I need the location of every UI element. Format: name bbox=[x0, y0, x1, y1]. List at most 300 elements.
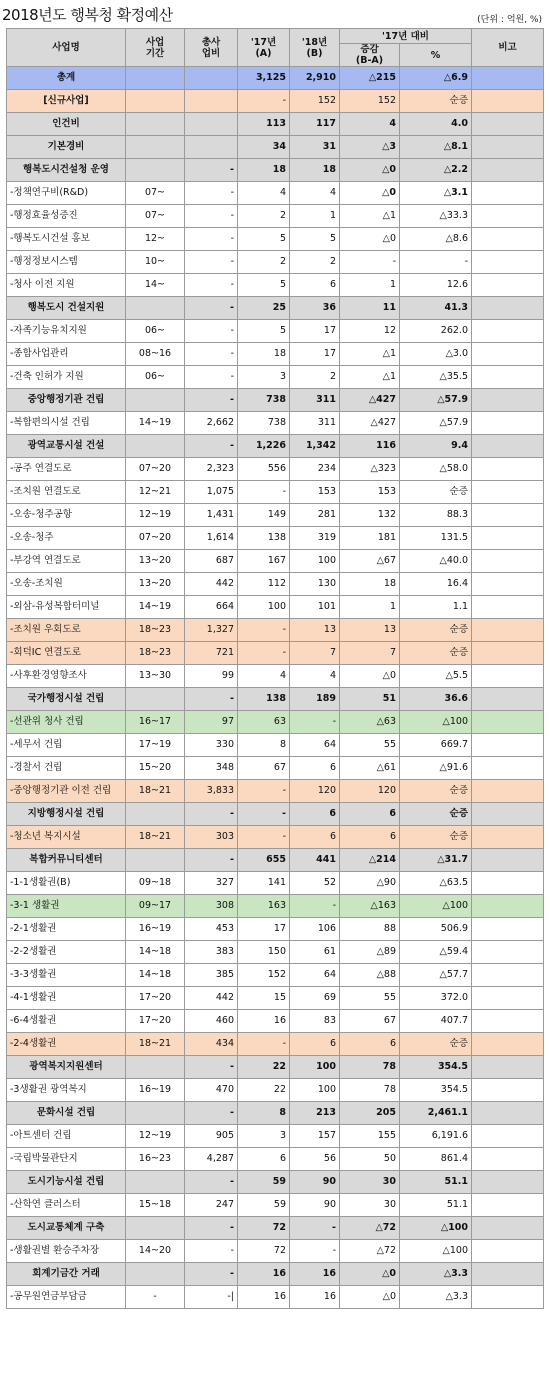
row-name: -행정효율성증진 bbox=[7, 205, 126, 228]
row-name: 도시기능시설 건립 bbox=[7, 1171, 126, 1194]
row-2018: 5 bbox=[290, 228, 340, 251]
row-diff: 132 bbox=[340, 504, 400, 527]
row-period: 14~18 bbox=[126, 941, 185, 964]
table-row bbox=[7, 1033, 544, 1056]
row-2018: 157 bbox=[290, 1125, 340, 1148]
row-diff: △215 bbox=[340, 67, 400, 90]
row-2018: 17 bbox=[290, 320, 340, 343]
row-2017: 4 bbox=[238, 182, 290, 205]
row-diff: 116 bbox=[340, 435, 400, 458]
row-2017: 2 bbox=[238, 205, 290, 228]
row-diff: 55 bbox=[340, 987, 400, 1010]
row-2017: 1,226 bbox=[238, 435, 290, 458]
row-name: -국립박물관단지 bbox=[7, 1148, 126, 1171]
row-name: -경찰서 건립 bbox=[7, 757, 126, 780]
table-row bbox=[7, 734, 544, 757]
row-percent: △33.3 bbox=[400, 205, 472, 228]
row-note bbox=[472, 251, 544, 274]
row-period bbox=[126, 1217, 185, 1240]
row-name: -외삼-유성복합터미널 bbox=[7, 596, 126, 619]
row-2018: 4 bbox=[290, 182, 340, 205]
row-percent: △57.9 bbox=[400, 389, 472, 412]
table-row bbox=[7, 1217, 544, 1240]
header-diff: 증감 (B-A) bbox=[340, 44, 400, 67]
row-note bbox=[472, 1033, 544, 1056]
row-note bbox=[472, 872, 544, 895]
row-total-cost: 442 bbox=[185, 987, 238, 1010]
row-note bbox=[472, 274, 544, 297]
row-2018: 6 bbox=[290, 757, 340, 780]
table-row bbox=[7, 1102, 544, 1125]
row-2018: 69 bbox=[290, 987, 340, 1010]
row-name: 국가행정시설 건립 bbox=[7, 688, 126, 711]
row-note bbox=[472, 1079, 544, 1102]
table-row bbox=[7, 596, 544, 619]
row-note bbox=[472, 596, 544, 619]
row-2018: 31 bbox=[290, 136, 340, 159]
row-2018: 2 bbox=[290, 251, 340, 274]
table-row bbox=[7, 642, 544, 665]
row-2017: 141 bbox=[238, 872, 290, 895]
row-name: 기본경비 bbox=[7, 136, 126, 159]
row-diff: △0 bbox=[340, 1286, 400, 1309]
row-percent: △58.0 bbox=[400, 458, 472, 481]
table-row bbox=[7, 481, 544, 504]
row-2018: 4 bbox=[290, 665, 340, 688]
row-2017: 16 bbox=[238, 1263, 290, 1286]
row-note bbox=[472, 297, 544, 320]
row-total-cost: - bbox=[185, 389, 238, 412]
row-2017: 18 bbox=[238, 159, 290, 182]
row-percent: 순증 bbox=[400, 1033, 472, 1056]
row-note bbox=[472, 1171, 544, 1194]
row-2018: 441 bbox=[290, 849, 340, 872]
header-period: 사업 기간 bbox=[126, 29, 185, 67]
row-percent: △59.4 bbox=[400, 941, 472, 964]
row-2017: - bbox=[238, 90, 290, 113]
row-diff: △63 bbox=[340, 711, 400, 734]
row-percent: △3.1 bbox=[400, 182, 472, 205]
row-note bbox=[472, 918, 544, 941]
row-2018: - bbox=[290, 895, 340, 918]
row-2018: 6 bbox=[290, 803, 340, 826]
row-total-cost: - bbox=[185, 320, 238, 343]
row-2018: 1 bbox=[290, 205, 340, 228]
row-percent: 51.1 bbox=[400, 1194, 472, 1217]
row-name: 총계 bbox=[7, 67, 126, 90]
row-total-cost: 303 bbox=[185, 826, 238, 849]
row-diff: 6 bbox=[340, 803, 400, 826]
row-percent: △63.5 bbox=[400, 872, 472, 895]
row-2017: 59 bbox=[238, 1194, 290, 1217]
row-period: 06~ bbox=[126, 320, 185, 343]
table-row bbox=[7, 987, 544, 1010]
row-name: -복합편의시설 건립 bbox=[7, 412, 126, 435]
row-2017: 72 bbox=[238, 1217, 290, 1240]
table-header bbox=[7, 29, 544, 67]
table-row bbox=[7, 711, 544, 734]
row-diff: △88 bbox=[340, 964, 400, 987]
row-2017: 738 bbox=[238, 412, 290, 435]
header-name: 사업명 bbox=[7, 29, 126, 67]
row-2017: 655 bbox=[238, 849, 290, 872]
row-diff: 6 bbox=[340, 1033, 400, 1056]
row-note bbox=[472, 90, 544, 113]
row-period: 17~19 bbox=[126, 734, 185, 757]
row-total-cost: 385 bbox=[185, 964, 238, 987]
row-percent: △2.2 bbox=[400, 159, 472, 182]
row-name: -오송-청주공항 bbox=[7, 504, 126, 527]
row-period bbox=[126, 688, 185, 711]
page-title: 2018년도 행복청 확정예산 bbox=[2, 6, 173, 24]
row-period: 18~21 bbox=[126, 780, 185, 803]
row-note bbox=[472, 1010, 544, 1033]
table-row bbox=[7, 90, 544, 113]
row-diff: △323 bbox=[340, 458, 400, 481]
row-percent: 순증 bbox=[400, 826, 472, 849]
row-2017: 22 bbox=[238, 1056, 290, 1079]
table-row bbox=[7, 1148, 544, 1171]
row-name: -6-4생활권 bbox=[7, 1010, 126, 1033]
table-row bbox=[7, 550, 544, 573]
table-row bbox=[7, 343, 544, 366]
row-percent: △8.1 bbox=[400, 136, 472, 159]
row-name: -2-4생활권 bbox=[7, 1033, 126, 1056]
row-name: -정책연구비(R&D) bbox=[7, 182, 126, 205]
budget-table bbox=[6, 28, 544, 1309]
row-2018: 64 bbox=[290, 734, 340, 757]
row-total-cost: - bbox=[185, 366, 238, 389]
row-total-cost: 453 bbox=[185, 918, 238, 941]
row-note bbox=[472, 205, 544, 228]
row-name: -산학연 클러스터 bbox=[7, 1194, 126, 1217]
table-row bbox=[7, 872, 544, 895]
table-row bbox=[7, 757, 544, 780]
row-2018: 189 bbox=[290, 688, 340, 711]
row-total-cost: - bbox=[185, 159, 238, 182]
row-total-cost bbox=[185, 136, 238, 159]
table-row bbox=[7, 619, 544, 642]
row-total-cost: 721 bbox=[185, 642, 238, 665]
row-percent: △57.7 bbox=[400, 964, 472, 987]
row-period bbox=[126, 90, 185, 113]
row-note bbox=[472, 573, 544, 596]
row-period: 14~20 bbox=[126, 1240, 185, 1263]
row-note bbox=[472, 1286, 544, 1309]
row-note bbox=[472, 113, 544, 136]
row-name: -2-2생활권 bbox=[7, 941, 126, 964]
row-2018: 6 bbox=[290, 1033, 340, 1056]
row-period bbox=[126, 136, 185, 159]
row-2017: 738 bbox=[238, 389, 290, 412]
row-diff: 88 bbox=[340, 918, 400, 941]
row-period bbox=[126, 849, 185, 872]
row-percent: 51.1 bbox=[400, 1171, 472, 1194]
row-name: -공주 연결도로 bbox=[7, 458, 126, 481]
table-row bbox=[7, 205, 544, 228]
row-diff: △0 bbox=[340, 182, 400, 205]
table-row bbox=[7, 803, 544, 826]
table-row bbox=[7, 1240, 544, 1263]
row-note bbox=[472, 389, 544, 412]
row-period: 09~17 bbox=[126, 895, 185, 918]
row-total-cost: 1,075 bbox=[185, 481, 238, 504]
row-note bbox=[472, 67, 544, 90]
row-diff: 181 bbox=[340, 527, 400, 550]
row-percent: 2,461.1 bbox=[400, 1102, 472, 1125]
row-2017: 3 bbox=[238, 366, 290, 389]
row-name: -3생활권 광역복지 bbox=[7, 1079, 126, 1102]
row-diff: 1 bbox=[340, 596, 400, 619]
row-total-cost: 308 bbox=[185, 895, 238, 918]
row-diff: △72 bbox=[340, 1240, 400, 1263]
row-period bbox=[126, 67, 185, 90]
header-percent: % bbox=[400, 44, 472, 67]
row-total-cost: - bbox=[185, 1171, 238, 1194]
row-2018: 100 bbox=[290, 1079, 340, 1102]
row-2017: 112 bbox=[238, 573, 290, 596]
row-name: 행복도시 건설지원 bbox=[7, 297, 126, 320]
row-note bbox=[472, 895, 544, 918]
row-2018: - bbox=[290, 1217, 340, 1240]
row-2018: 61 bbox=[290, 941, 340, 964]
row-note bbox=[472, 941, 544, 964]
row-percent: △100 bbox=[400, 711, 472, 734]
row-2017: - bbox=[238, 1033, 290, 1056]
row-note bbox=[472, 1217, 544, 1240]
row-2018: - bbox=[290, 711, 340, 734]
table-row bbox=[7, 1194, 544, 1217]
row-note bbox=[472, 619, 544, 642]
row-note bbox=[472, 458, 544, 481]
row-2017: 67 bbox=[238, 757, 290, 780]
row-period: 18~21 bbox=[126, 1033, 185, 1056]
row-total-cost: 330 bbox=[185, 734, 238, 757]
row-note bbox=[472, 1194, 544, 1217]
row-note bbox=[472, 803, 544, 826]
row-2017: 2 bbox=[238, 251, 290, 274]
row-period: 07~20 bbox=[126, 527, 185, 550]
row-percent: △3.0 bbox=[400, 343, 472, 366]
row-percent: 506.9 bbox=[400, 918, 472, 941]
row-note bbox=[472, 665, 544, 688]
table-row bbox=[7, 297, 544, 320]
row-diff: 50 bbox=[340, 1148, 400, 1171]
table-row bbox=[7, 67, 544, 90]
row-period: 12~21 bbox=[126, 481, 185, 504]
row-2017: - bbox=[238, 481, 290, 504]
row-total-cost: - bbox=[185, 1056, 238, 1079]
row-name: -종합사업관리 bbox=[7, 343, 126, 366]
header-total-cost: 총사 업비 bbox=[185, 29, 238, 67]
row-2017: 18 bbox=[238, 343, 290, 366]
row-name: -중앙행정기관 이전 건립 bbox=[7, 780, 126, 803]
table-row bbox=[7, 1171, 544, 1194]
row-2017: 138 bbox=[238, 688, 290, 711]
row-name: -세무서 건립 bbox=[7, 734, 126, 757]
row-diff: △427 bbox=[340, 389, 400, 412]
row-percent: 순증 bbox=[400, 481, 472, 504]
row-total-cost: - bbox=[185, 251, 238, 274]
row-note bbox=[472, 849, 544, 872]
row-diff: △0 bbox=[340, 159, 400, 182]
row-total-cost: 664 bbox=[185, 596, 238, 619]
row-2017: 3,125 bbox=[238, 67, 290, 90]
row-diff: 120 bbox=[340, 780, 400, 803]
row-2018: 2,910 bbox=[290, 67, 340, 90]
row-percent: 9.4 bbox=[400, 435, 472, 458]
table-row bbox=[7, 389, 544, 412]
row-2018: 90 bbox=[290, 1171, 340, 1194]
row-2018: 100 bbox=[290, 550, 340, 573]
row-2017: 163 bbox=[238, 895, 290, 918]
row-2018: 83 bbox=[290, 1010, 340, 1033]
row-2017: 5 bbox=[238, 228, 290, 251]
row-period: 08~16 bbox=[126, 343, 185, 366]
table-row bbox=[7, 228, 544, 251]
row-diff: △89 bbox=[340, 941, 400, 964]
row-period: 16~23 bbox=[126, 1148, 185, 1171]
row-total-cost: 687 bbox=[185, 550, 238, 573]
table-row bbox=[7, 251, 544, 274]
row-total-cost: 2,323 bbox=[185, 458, 238, 481]
row-2018: 311 bbox=[290, 389, 340, 412]
row-note bbox=[472, 1240, 544, 1263]
row-2017: 152 bbox=[238, 964, 290, 987]
row-2017: 63 bbox=[238, 711, 290, 734]
table-body bbox=[7, 67, 544, 1309]
row-diff: △67 bbox=[340, 550, 400, 573]
header-2018: '18년 (B) bbox=[290, 29, 340, 67]
row-percent: 41.3 bbox=[400, 297, 472, 320]
row-2018: 2 bbox=[290, 366, 340, 389]
row-percent: 861.4 bbox=[400, 1148, 472, 1171]
row-diff: △0 bbox=[340, 1263, 400, 1286]
row-total-cost: - bbox=[185, 803, 238, 826]
row-total-cost: 247 bbox=[185, 1194, 238, 1217]
row-note bbox=[472, 780, 544, 803]
row-2017: 34 bbox=[238, 136, 290, 159]
row-2018: 13 bbox=[290, 619, 340, 642]
row-diff: △0 bbox=[340, 665, 400, 688]
row-total-cost: 2,662 bbox=[185, 412, 238, 435]
row-2017: 72 bbox=[238, 1240, 290, 1263]
row-total-cost: - bbox=[185, 1102, 238, 1125]
row-2017: 138 bbox=[238, 527, 290, 550]
row-2018: 120 bbox=[290, 780, 340, 803]
row-name: -건축 인허가 지원 bbox=[7, 366, 126, 389]
row-total-cost: - bbox=[185, 297, 238, 320]
row-period: 16~19 bbox=[126, 918, 185, 941]
row-diff: 30 bbox=[340, 1194, 400, 1217]
row-period: 18~23 bbox=[126, 619, 185, 642]
table-row bbox=[7, 159, 544, 182]
row-total-cost: 97 bbox=[185, 711, 238, 734]
row-note bbox=[472, 366, 544, 389]
row-period: 07~ bbox=[126, 182, 185, 205]
row-name: -오송-청주 bbox=[7, 527, 126, 550]
row-total-cost: 3,833 bbox=[185, 780, 238, 803]
row-percent: 순증 bbox=[400, 642, 472, 665]
row-2017: 100 bbox=[238, 596, 290, 619]
row-name: -오송-조치원 bbox=[7, 573, 126, 596]
row-percent: △3.3 bbox=[400, 1286, 472, 1309]
row-name: -사후환경영향조사 bbox=[7, 665, 126, 688]
row-total-cost: - bbox=[185, 1240, 238, 1263]
row-name: -1-1생활권(B) bbox=[7, 872, 126, 895]
row-period bbox=[126, 435, 185, 458]
row-name: -조치원 우회도로 bbox=[7, 619, 126, 642]
row-diff: △3 bbox=[340, 136, 400, 159]
row-note bbox=[472, 412, 544, 435]
row-period: - bbox=[126, 1286, 185, 1309]
row-period: 12~ bbox=[126, 228, 185, 251]
row-name: -4-1생활권 bbox=[7, 987, 126, 1010]
row-percent: △8.6 bbox=[400, 228, 472, 251]
table-row bbox=[7, 504, 544, 527]
row-total-cost: - bbox=[185, 688, 238, 711]
row-note bbox=[472, 527, 544, 550]
row-period: 06~ bbox=[126, 366, 185, 389]
row-diff: 67 bbox=[340, 1010, 400, 1033]
row-2018: 16 bbox=[290, 1286, 340, 1309]
row-note bbox=[472, 987, 544, 1010]
row-period: 07~ bbox=[126, 205, 185, 228]
row-2018: 56 bbox=[290, 1148, 340, 1171]
row-percent: 순증 bbox=[400, 803, 472, 826]
row-total-cost: 460 bbox=[185, 1010, 238, 1033]
row-percent: 262.0 bbox=[400, 320, 472, 343]
row-2018: 311 bbox=[290, 412, 340, 435]
row-name: 지방행정시설 건립 bbox=[7, 803, 126, 826]
row-note bbox=[472, 320, 544, 343]
row-period: 10~ bbox=[126, 251, 185, 274]
row-percent: △100 bbox=[400, 1217, 472, 1240]
row-diff: 12 bbox=[340, 320, 400, 343]
row-note bbox=[472, 136, 544, 159]
row-percent: 4.0 bbox=[400, 113, 472, 136]
row-note bbox=[472, 228, 544, 251]
row-2017: 556 bbox=[238, 458, 290, 481]
table-row bbox=[7, 941, 544, 964]
row-diff: 78 bbox=[340, 1056, 400, 1079]
row-2018: 319 bbox=[290, 527, 340, 550]
row-percent: 131.5 bbox=[400, 527, 472, 550]
row-total-cost: 470 bbox=[185, 1079, 238, 1102]
table-row bbox=[7, 366, 544, 389]
row-diff: △163 bbox=[340, 895, 400, 918]
row-name: 광역복지지원센터 bbox=[7, 1056, 126, 1079]
table-row bbox=[7, 964, 544, 987]
row-total-cost: 442 bbox=[185, 573, 238, 596]
row-2018: 7 bbox=[290, 642, 340, 665]
row-total-cost: - bbox=[185, 849, 238, 872]
row-note bbox=[472, 550, 544, 573]
row-name: -행복도시건설 홍보 bbox=[7, 228, 126, 251]
row-period: 14~18 bbox=[126, 964, 185, 987]
row-2018: 17 bbox=[290, 343, 340, 366]
row-period: 07~20 bbox=[126, 458, 185, 481]
row-period: 13~20 bbox=[126, 550, 185, 573]
row-total-cost bbox=[185, 90, 238, 113]
table-row bbox=[7, 1286, 544, 1309]
row-diff: 6 bbox=[340, 826, 400, 849]
row-note bbox=[472, 826, 544, 849]
row-period bbox=[126, 159, 185, 182]
row-note bbox=[472, 1263, 544, 1286]
table-row bbox=[7, 435, 544, 458]
row-name: -선관위 청사 건립 bbox=[7, 711, 126, 734]
